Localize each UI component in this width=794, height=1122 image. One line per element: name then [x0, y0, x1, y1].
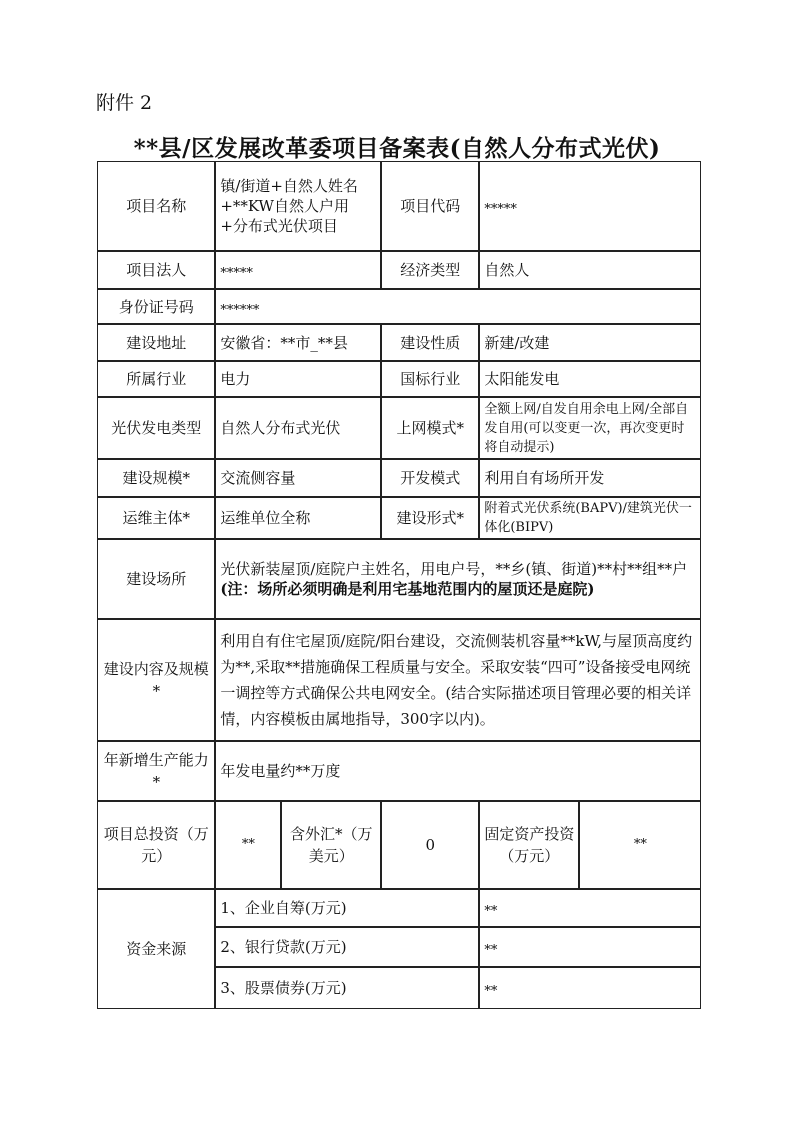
value-project-name: 镇/街道+自然人姓名+**KW自然人户用+分布式光伏项目: [215, 161, 381, 251]
label-id-number: 身份证号码: [97, 289, 215, 324]
value-grid-mode: 全额上网/自发自用余电上网/全部自发自用(可以变更一次，再次变更时将自动提示): [479, 397, 701, 459]
label-project-code: 项目代码: [381, 161, 479, 251]
value-site: [215, 539, 701, 619]
label-fixed-assets: 固定资产投资（万元）: [479, 801, 579, 889]
label-ops-entity: 运维主体*: [97, 497, 215, 539]
value-dev-mode: 利用自有场所开发: [479, 459, 701, 497]
value-econ-type: 自然人: [479, 251, 701, 289]
funding-item-name: 1、企业自筹(万元): [215, 889, 479, 927]
label-capacity: 年新增生产能力*: [97, 741, 215, 801]
record-form-table: [98, 162, 702, 1010]
value-industry: 电力: [215, 361, 381, 397]
label-dev-mode: 开发模式: [381, 459, 479, 497]
form-title: **县/区发展改革委项目备案表(自然人分布式光伏): [133, 135, 661, 162]
label-funding: 资金来源: [97, 889, 215, 1009]
funding-item-value: **: [479, 927, 701, 967]
value-ops-entity: 运维单位全称: [215, 497, 381, 539]
funding-item-name: 2、银行贷款(万元): [215, 927, 479, 967]
label-scale: 建设规模*: [97, 459, 215, 497]
value-project-code: *****: [479, 161, 701, 251]
label-grid-mode: 上网模式*: [381, 397, 479, 459]
label-forex: 含外汇*（万美元）: [281, 801, 381, 889]
label-econ-type: 经济类型: [381, 251, 479, 289]
value-capacity: 年发电量约**万度: [215, 741, 701, 801]
value-build-address: 安徽省：**市_**县: [215, 324, 381, 361]
site-text: 光伏新装屋顶/庭院户主姓名，用电户号，**乡(镇、街道)**村**组**户: [220, 560, 688, 579]
label-total-investment: 项目总投资（万元）: [97, 801, 215, 889]
value-id-number: ******: [215, 289, 701, 324]
label-industry: 所属行业: [97, 361, 215, 397]
funding-item-name: 3、股票债券(万元): [215, 967, 479, 1009]
value-forex: 0: [381, 801, 479, 889]
label-national-industry: 国标行业: [381, 361, 479, 397]
funding-item-value: **: [479, 889, 701, 927]
label-site: 建设场所: [97, 539, 215, 619]
funding-item-value: **: [479, 967, 701, 1009]
label-content: 建设内容及规模*: [97, 619, 215, 741]
value-build-form: 附着式光伏系统(BAPV)/建筑光伏一体化(BIPV): [479, 497, 701, 539]
value-national-industry: 太阳能发电: [479, 361, 701, 397]
value-fixed-assets: **: [579, 801, 701, 889]
attachment-label: 附件 2: [96, 92, 153, 114]
label-build-form: 建设形式*: [381, 497, 479, 539]
label-legal-person: 项目法人: [97, 251, 215, 289]
label-build-address: 建设地址: [97, 324, 215, 361]
label-project-name: 项目名称: [97, 161, 215, 251]
label-pv-type: 光伏发电类型: [97, 397, 215, 459]
value-total-investment: **: [215, 801, 281, 889]
label-build-nature: 建设性质: [381, 324, 479, 361]
value-legal-person: *****: [215, 251, 381, 289]
site-note: (注：场所必须明确是利用宅基地范围内的屋顶还是庭院): [220, 580, 595, 599]
value-content: 利用自有住宅屋顶/庭院/阳台建设，交流侧装机容量**kW,与屋顶高度约为**,采取**措施确保工程质量与安全。采取安装“四可”设备接受电网统一调控等方式确保公共电网安全。(结合实际描述项目管理必要的相关详情，内容模板由属地指导，300字以内)。: [215, 619, 701, 741]
value-scale: 交流侧容量: [215, 459, 381, 497]
value-pv-type: 自然人分布式光伏: [215, 397, 381, 459]
value-build-nature: 新建/改建: [479, 324, 701, 361]
